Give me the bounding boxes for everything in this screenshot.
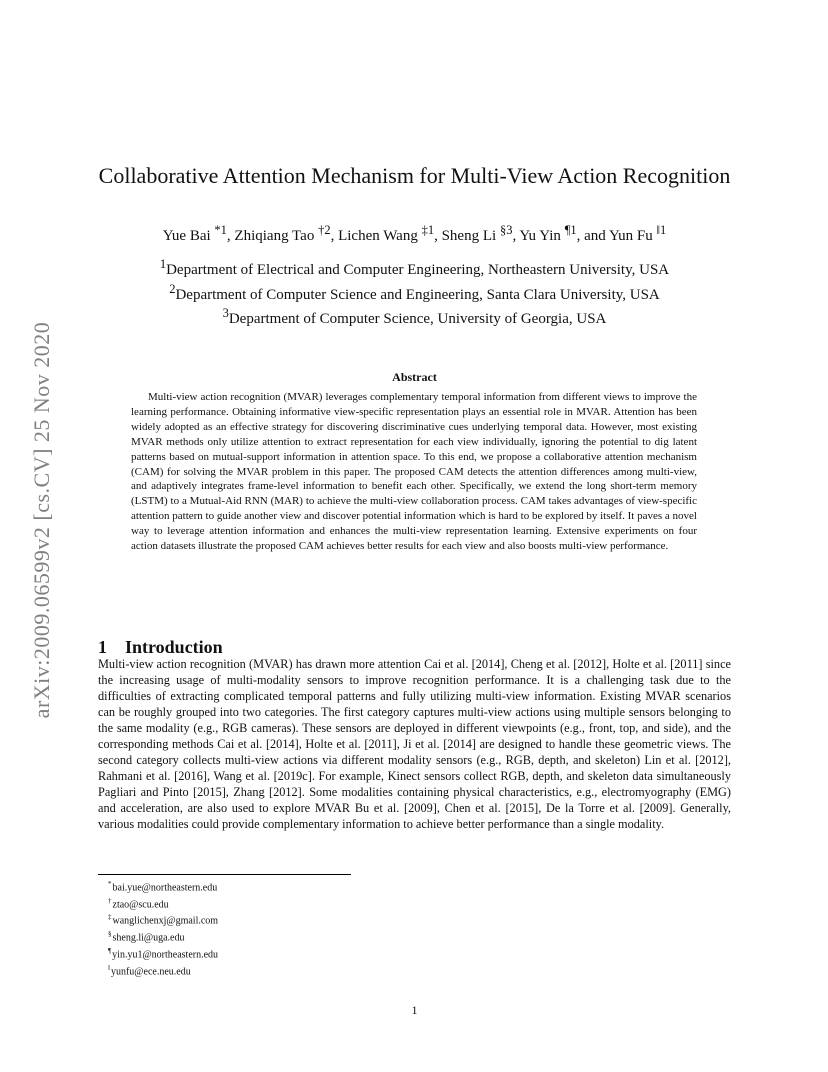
author: Sheng Li $^{\S 3}$ xyxy=(441,223,513,244)
abstract-heading: Abstract xyxy=(392,370,437,384)
paper-title: Collaborative Attention Mechanism for Multi-View Action Recognition xyxy=(98,162,731,188)
author: Yun Fu $^{‖1}$ xyxy=(608,223,667,244)
affiliation: $^1$Department of Electrical and Computer Engineering, Northeastern University, USA xyxy=(159,257,670,278)
page-number: 1 xyxy=(411,1003,418,1017)
affiliation-list xyxy=(98,255,731,329)
arxiv-stamp-text: arXiv:2009.06599v2 [cs.CV] 25 Nov 2020 xyxy=(29,321,54,719)
footnote: ‡wanglichenxj@gmail.com xyxy=(108,913,219,927)
author: Zhiqiang Tao $^{\dagger 2}$ xyxy=(234,223,331,244)
footnote: §sheng.li@uga.edu xyxy=(108,930,185,944)
author: Lichen Wang $^{\ddagger 1}$ xyxy=(338,223,435,244)
section-title: Introduction xyxy=(125,636,223,657)
footnote: †ztao@scu.edu xyxy=(108,896,169,911)
intro-paragraph: Multi-view action recognition (MVAR) has drawn more attention Cai et al. [2014], Cheng et al. [2012], Holte et al. [2011] since the increasing usage of multi-modality sensors to improve recognition performance. It is a challenging task due to the difficulties of extracting complicated temporal patterns and fully utilizing multi-view information. Existing MVAR scenarios can be roughly grouped into two categories. The first category captures multi-view actions using multiple sensors belonging to the same modality (e.g., RGB cameras). These sensors are deployed in different viewpoints (e.g., front, top, and side), and the corresponding methods Cai et al. [2014], Holte et al. [2011], Ji et al. [2014] are designed to handle these geometric views. The second category collects multi-view actions via different modality sensors (e.g., RGB, depth, and skeleton) Lin et al. [2012], Rahmani et al. [2016], Wang et al. [2019c]. For example, Kinect sensors collect RGB, depth, and skeleton data simultaneously Pagliari and Pinto [2015], Zhang [2012]. Some modalities containing physical characteristics, e.g., electromyography (EMG) and acceleration, are also used to explore MVAR Bu et al. [2009], Chen et al. [2015], De la Torre et al. [2009]. Generally, various modalities could provide complementary information to achieve better performance than a single modality. xyxy=(98,657,731,831)
footnote-list xyxy=(108,878,508,978)
affiliation: $^2$Department of Computer Science and Engineering, Santa Clara University, USA xyxy=(169,281,660,303)
section-number: 1 xyxy=(98,636,107,657)
section-heading xyxy=(98,637,731,658)
footnote: *bai.yue@northeastern.edu xyxy=(108,880,218,894)
author-list: Yue Bai $^{*1}$, Zhiqiang Tao $^{\dagger 2}$, Lichen Wang $^{\ddagger 1}$, Sheng Li $^{\S 3}$, Yu Yin $^{\P 1}$, and Yun Fu $^{‖1}$ xyxy=(162,223,667,244)
author: Yu Yin $^{\P 1}$ xyxy=(519,223,577,244)
footnote: ‖yunfu@ece.neu.edu xyxy=(108,963,191,977)
footnote: ¶yin.yu1@northeastern.edu xyxy=(108,946,219,961)
arxiv-stamp xyxy=(22,280,62,760)
affiliation: $^3$Department of Computer Science, University of Georgia, USA xyxy=(222,306,607,327)
abstract-text: Multi-view action recognition (MVAR) leverages complementary temporal information from different views to improve the learning performance. Obtaining informative view-specific representation plays an essential role in MVAR. Attention has been widely adopted as an effective strategy for discovering discriminative cues underlying temporal data. However, most existing MVAR methods only utilize attention to extract representation for each view individually, ignoring the potential to dig latent patterns based on mutual-support information in attention space. To this end, we propose a collaborative attention mechanism (CAM) for solving the MVAR problem in this paper. The proposed CAM detects the attention differences among multi-view, and adaptively integrates frame-level information to benefit each other. Specifically, we extend the long short-term memory (LSTM) to a Mutual-Aid RNN (MAR) to achieve the multi-view collaboration process. CAM takes advantages of view-specific attention pattern to guide another view and discover potential information which is hard to be explored by itself. It paves a novel way to leverage attention information and enhances the multi-view representation learning. Extensive experiments on four action datasets illustrate the proposed CAM achieves better results for each view and also boosts multi-view performance. xyxy=(131,391,697,553)
author: Yue Bai $^{*1}$ xyxy=(162,223,227,244)
footnote-rule xyxy=(98,874,351,875)
